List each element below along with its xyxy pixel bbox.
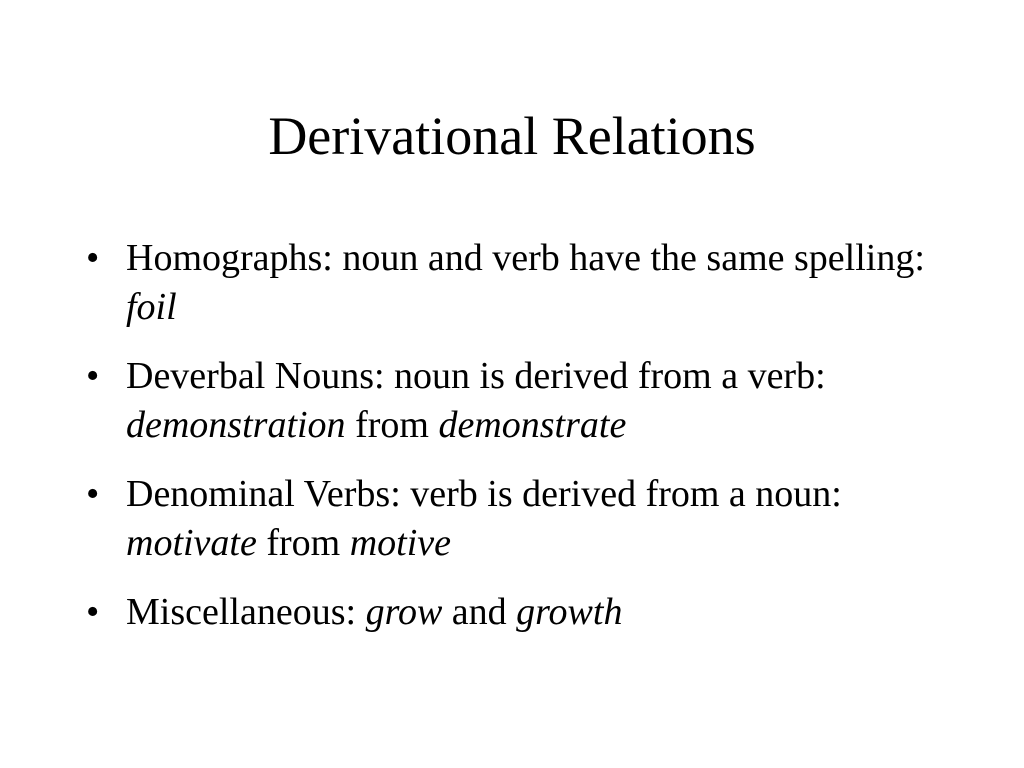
bullet-text <box>126 591 622 633</box>
bullet-text-part: Deverbal Nouns: noun is derived from a verb: <box>126 355 826 397</box>
slide-title: Derivational Relations <box>268 106 756 166</box>
example-word: motive <box>349 522 452 564</box>
bullet-list <box>86 234 946 657</box>
bullet-text <box>126 355 826 446</box>
bullet-item-deverbal-nouns <box>86 352 946 450</box>
bullet-marker: • <box>86 237 100 279</box>
bullet-item-miscellaneous <box>86 588 946 637</box>
bullet-text <box>126 237 925 328</box>
bullet-marker: • <box>86 591 100 633</box>
example-word: grow <box>365 591 443 633</box>
bullet-item-denominal-verbs <box>86 470 946 568</box>
example-word: foil <box>126 286 177 328</box>
bullet-item-homographs <box>86 234 946 332</box>
bullet-text-part: from <box>345 404 439 446</box>
example-word: motivate <box>126 522 257 564</box>
bullet-text-part: and <box>442 591 517 633</box>
bullet-text-part: from <box>256 522 350 564</box>
bullet-text-part: Homographs: noun and verb have the same spelling: <box>126 237 925 279</box>
bullet-text-part: Denominal Verbs: verb is derived from a noun: <box>126 473 842 515</box>
bullet-text <box>126 473 842 564</box>
example-word: demonstration <box>126 404 346 446</box>
example-word: demonstrate <box>438 404 627 446</box>
bullet-marker: • <box>86 473 100 515</box>
bullet-marker: • <box>86 355 100 397</box>
bullet-text-part: Miscellaneous: <box>126 591 366 633</box>
example-word: growth <box>516 591 623 633</box>
